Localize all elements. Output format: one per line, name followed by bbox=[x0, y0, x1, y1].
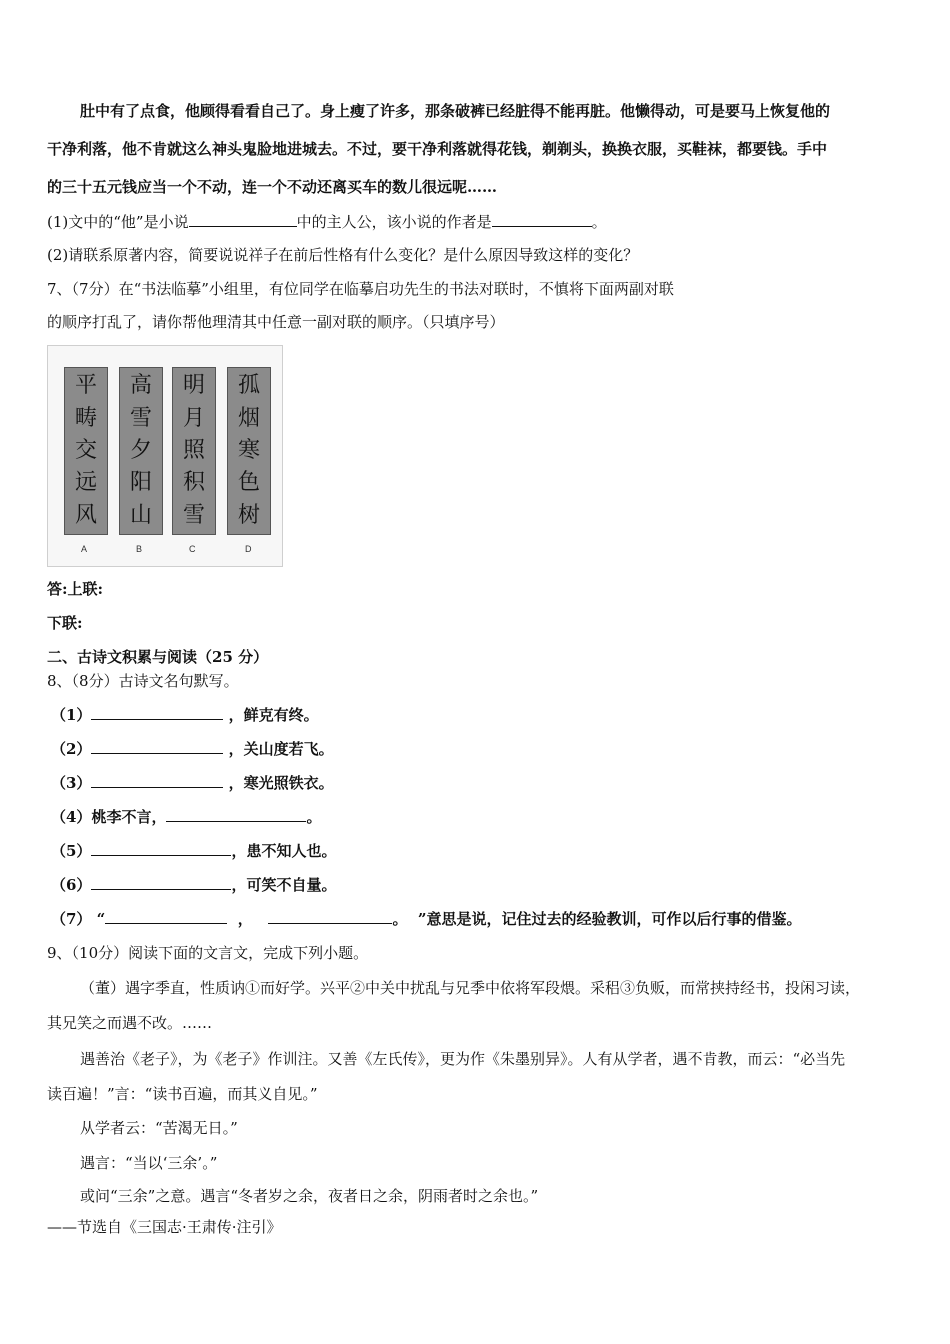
q6-sub-1 bbox=[47, 211, 607, 233]
strip-a-char: 交 bbox=[74, 437, 97, 463]
q6-sub-2: (2)请联系原著内容，简要说说祥子在前后性格有什么变化？是什么原因导致这样的变化？ bbox=[47, 246, 639, 264]
item-text: ，可笑不自量。 bbox=[231, 876, 337, 894]
strip-d-char: 树 bbox=[237, 502, 260, 528]
q8-blank-5[interactable] bbox=[91, 841, 231, 856]
strip-a-char: 风 bbox=[74, 502, 97, 528]
strip-c-char: 积 bbox=[182, 470, 205, 496]
item-text: ，鲜克有终。 bbox=[228, 706, 319, 724]
strip-d-char: 烟 bbox=[237, 405, 260, 431]
item-text: ，关山度若飞。 bbox=[228, 740, 334, 758]
item-number: （6） bbox=[51, 876, 92, 894]
item-text: ，患不知人也。 bbox=[231, 842, 337, 860]
q8-item-6 bbox=[51, 874, 336, 896]
item-text: 。 bbox=[306, 808, 322, 826]
q8-blank-4[interactable] bbox=[166, 807, 306, 822]
q6-novel-blank[interactable] bbox=[189, 212, 297, 227]
section-2-heading: 二、古诗文积累与阅读（25 分） bbox=[47, 648, 269, 666]
passage-line-2: 干净利落，他不肯就这么神头鬼脸地进城去。不过，要干净利落就得花钱，剃剃头，换换衣服，买鞋袜，都要钱。手中 bbox=[47, 140, 828, 158]
q8-blank-6[interactable] bbox=[91, 875, 231, 890]
q8-blank-7a[interactable] bbox=[105, 909, 227, 924]
couplet-strip-a bbox=[64, 367, 108, 535]
answer-lower-couplet: 下联: bbox=[47, 614, 83, 632]
q8-item-1 bbox=[51, 704, 319, 726]
item-comma: ， bbox=[237, 910, 253, 928]
item-number: （3） bbox=[51, 774, 92, 792]
couplet-strip-c bbox=[172, 367, 216, 535]
item-prefix: 桃李不言， bbox=[91, 808, 167, 826]
strip-label-c: C bbox=[189, 544, 196, 554]
q8-blank-1[interactable] bbox=[91, 705, 223, 720]
strip-c-char: 明 bbox=[182, 373, 205, 399]
strip-b-char: 高 bbox=[129, 373, 152, 399]
q9-para-1a: （董）遇字季直，性质讷①而好学。兴平②中关中扰乱与兄季中依将军段煨。采稆③负贩，而常挟持经书，投闲习读， bbox=[80, 979, 861, 997]
q8-blank-2[interactable] bbox=[91, 739, 223, 754]
item-period: 。 bbox=[392, 910, 408, 928]
strip-label-b: B bbox=[136, 544, 143, 554]
passage-line-3: 的三十五元钱应当一个不动，连一个不动还离买车的数儿很远呢…… bbox=[47, 178, 498, 196]
q6-author-blank[interactable] bbox=[492, 212, 592, 227]
item-number: （1） bbox=[51, 706, 92, 724]
strip-label-a: A bbox=[81, 544, 88, 554]
answer-upper-couplet: 答:上联: bbox=[47, 580, 104, 598]
strip-d-char: 寒 bbox=[237, 437, 260, 463]
open-quote: “ bbox=[96, 910, 106, 928]
strip-b-char: 阳 bbox=[129, 470, 152, 496]
q6-sub-1-text-b: 中的主人公，该小说的作者是 bbox=[296, 213, 492, 231]
strip-c-char: 雪 bbox=[182, 502, 205, 528]
q8-item-7 bbox=[51, 908, 802, 930]
q9-para-2a: 遇善治《老子》，为《老子》作训注。又善《左氏传》，更为作《朱墨别异》。人有从学者，遇不肯教，而云：“必当先 bbox=[80, 1050, 846, 1068]
q9-para-1b: 其兄笑之而遇不改。…… bbox=[47, 1014, 213, 1032]
q8-item-5 bbox=[51, 840, 336, 862]
strip-label-d: D bbox=[245, 544, 252, 554]
q6-sub-1-text-c: 。 bbox=[591, 213, 607, 231]
strip-c-char: 照 bbox=[182, 437, 205, 463]
item-text: ”意思是说，记住过去的经验教训，可作以后行事的借鉴。 bbox=[417, 910, 802, 928]
q8-title: 8、（8分）古诗文名句默写。 bbox=[47, 672, 239, 690]
passage-line-1: 肚中有了点食，他顾得看看自己了。身上瘦了许多，那条破裤已经脏得不能再脏。他懒得动，可是要马上恢复他的 bbox=[80, 102, 831, 120]
strip-b-char: 雪 bbox=[129, 405, 152, 431]
q8-item-3 bbox=[51, 772, 334, 794]
strip-b-char: 夕 bbox=[129, 437, 152, 463]
strip-c-char: 月 bbox=[182, 405, 205, 431]
q7-line-2: 的顺序打乱了，请你帮他理清其中任意一副对联的顺序。（只填序号） bbox=[47, 313, 505, 331]
item-number: （4） bbox=[51, 808, 92, 826]
item-number: （5） bbox=[51, 842, 92, 860]
strip-b-char: 山 bbox=[129, 502, 152, 528]
q9-para-3: 从学者云：“苦渴无日。” bbox=[80, 1119, 238, 1137]
q9-source: ——节选自《三国志·王肃传·注引》 bbox=[47, 1218, 282, 1236]
q8-item-2 bbox=[51, 738, 334, 760]
item-number: （7） bbox=[51, 910, 92, 928]
q9-para-4: 遇言：“当以‘三余’。” bbox=[80, 1154, 218, 1172]
strip-a-char: 平 bbox=[74, 373, 97, 399]
q8-item-4 bbox=[51, 806, 321, 828]
q9-para-5: 或问“三余”之意。遇言“冬者岁之余，夜者日之余，阴雨者时之余也。” bbox=[80, 1187, 539, 1205]
strip-d-char: 色 bbox=[237, 470, 260, 496]
couplet-strip-d bbox=[227, 367, 271, 535]
strip-a-char: 远 bbox=[74, 470, 97, 496]
item-text: ，寒光照铁衣。 bbox=[228, 774, 334, 792]
q6-sub-1-text-a: (1)文中的“他”是小说 bbox=[47, 213, 189, 231]
q7-line-1: 7、（7分）在“书法临摹”小组里，有位同学在临摹启功先生的书法对联时，不慎将下面两副对联 bbox=[47, 280, 674, 298]
item-number: （2） bbox=[51, 740, 92, 758]
q9-title: 9、（10分）阅读下面的文言文，完成下列小题。 bbox=[47, 944, 369, 962]
q8-blank-3[interactable] bbox=[91, 773, 223, 788]
q8-blank-7b[interactable] bbox=[268, 909, 392, 924]
couplet-strip-b bbox=[119, 367, 163, 535]
calligraphy-couplet-image bbox=[47, 345, 283, 567]
strip-a-char: 畴 bbox=[74, 405, 97, 431]
q9-para-2b: 读百遍！”言：“读书百遍，而其义自见。” bbox=[47, 1085, 318, 1103]
strip-d-char: 孤 bbox=[237, 373, 260, 399]
